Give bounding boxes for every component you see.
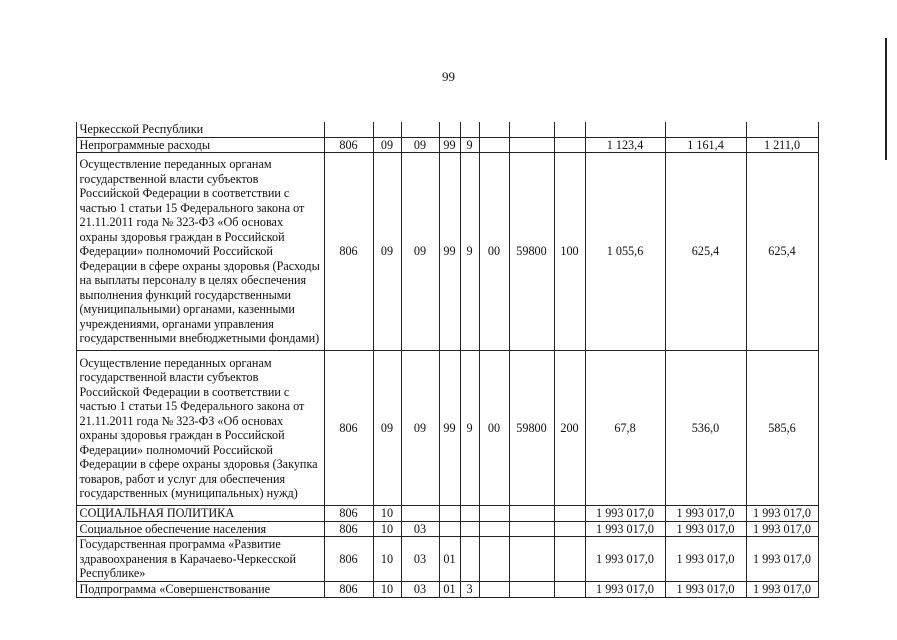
row-spacer — [44, 582, 76, 598]
cell-amount-2: 536,0 — [665, 351, 746, 506]
row-spacer — [44, 351, 76, 506]
cell-amount-3: 1 993 017,0 — [746, 537, 818, 582]
cell-amount-1: 1 993 017,0 — [585, 521, 665, 537]
cell-amount-2: 1 993 017,0 — [665, 506, 746, 522]
cell-subsection: 09 — [401, 137, 439, 153]
cell-direction — [509, 122, 554, 137]
cell-expense-type — [554, 521, 585, 537]
cell-subprogram: 9 — [460, 153, 479, 351]
table-row — [44, 122, 818, 137]
cell-expense-type — [554, 537, 585, 582]
cell-amount-3: 1 993 017,0 — [746, 521, 818, 537]
cell-amount-1: 67,8 — [585, 351, 665, 506]
cell-amount-2: 1 993 017,0 — [665, 537, 746, 582]
table-row — [44, 521, 818, 537]
cell-expense-type — [554, 122, 585, 137]
cell-amount-2: 1 161,4 — [665, 137, 746, 153]
cell-section: 10 — [373, 537, 401, 582]
cell-direction — [509, 506, 554, 522]
cell-subprogram — [460, 537, 479, 582]
cell-subsection — [401, 506, 439, 522]
cell-amount-1 — [585, 122, 665, 137]
table-row — [44, 153, 818, 351]
cell-direction: 59800 — [509, 351, 554, 506]
cell-measure — [479, 537, 509, 582]
cell-ministry: 806 — [324, 537, 373, 582]
cell-subsection: 09 — [401, 153, 439, 351]
row-name: Социальное обеспечение населения — [76, 521, 324, 537]
cell-section: 09 — [373, 153, 401, 351]
row-name: Осуществление переданных органам государственной власти субъектов Российской Федерации в соответствии с частью 1 статьи 15 Федерального закона от 21.11.2011 года № 323-ФЗ «Об основах охраны здоровья граждан в Российской Федерации» полномочий Российской Федерации в сфере охраны здоровья (Расходы на выплаты персоналу в целях обеспечения выполнения функций государственными (муниципальными) органами, казенными учреждениями, органами управления государственными внебюджетными фондами) — [76, 153, 324, 351]
cell-amount-3: 1 211,0 — [746, 137, 818, 153]
cell-amount-2: 1 993 017,0 — [665, 521, 746, 537]
cell-amount-1: 1 123,4 — [585, 137, 665, 153]
cell-section: 09 — [373, 137, 401, 153]
cell-ministry: 806 — [324, 153, 373, 351]
row-name: Непрограммные расходы — [76, 137, 324, 153]
table-row — [44, 582, 818, 598]
scan-edge-mark — [885, 38, 887, 160]
row-name: Подпрограмма «Совершенствование — [76, 582, 324, 598]
cell-program — [439, 506, 460, 522]
budget-table — [44, 122, 819, 598]
row-spacer — [44, 521, 76, 537]
cell-section — [373, 122, 401, 137]
table-row — [44, 351, 818, 506]
cell-measure — [479, 122, 509, 137]
row-spacer — [44, 506, 76, 522]
row-name: Государственная программа «Развитие здравоохранения в Карачаево-Черкесской Республике» — [76, 537, 324, 582]
row-spacer — [44, 153, 76, 351]
cell-program — [439, 521, 460, 537]
cell-subprogram: 9 — [460, 137, 479, 153]
cell-ministry: 806 — [324, 521, 373, 537]
cell-measure — [479, 521, 509, 537]
cell-amount-1: 1 993 017,0 — [585, 537, 665, 582]
cell-direction — [509, 137, 554, 153]
row-name: Черкесской Республики — [76, 122, 324, 137]
cell-program: 99 — [439, 351, 460, 506]
cell-subprogram — [460, 122, 479, 137]
cell-expense-type — [554, 137, 585, 153]
cell-amount-3: 625,4 — [746, 153, 818, 351]
cell-amount-2: 625,4 — [665, 153, 746, 351]
page-number: 99 — [442, 69, 455, 84]
cell-expense-type — [554, 582, 585, 598]
cell-expense-type — [554, 506, 585, 522]
cell-subsection: 03 — [401, 521, 439, 537]
cell-amount-1: 1 055,6 — [585, 153, 665, 351]
cell-measure — [479, 137, 509, 153]
cell-amount-3: 1 993 017,0 — [746, 506, 818, 522]
cell-program: 99 — [439, 137, 460, 153]
table-row — [44, 506, 818, 522]
cell-amount-3: 1 993 017,0 — [746, 582, 818, 598]
cell-direction — [509, 521, 554, 537]
row-spacer — [44, 122, 76, 137]
row-spacer — [44, 137, 76, 153]
cell-amount-1: 1 993 017,0 — [585, 506, 665, 522]
cell-measure — [479, 582, 509, 598]
table-row — [44, 137, 818, 153]
cell-amount-3: 585,6 — [746, 351, 818, 506]
cell-amount-2: 1 993 017,0 — [665, 582, 746, 598]
cell-direction — [509, 582, 554, 598]
cell-amount-1: 1 993 017,0 — [585, 582, 665, 598]
cell-ministry — [324, 122, 373, 137]
cell-expense-type: 200 — [554, 351, 585, 506]
cell-ministry: 806 — [324, 582, 373, 598]
cell-subsection: 03 — [401, 582, 439, 598]
cell-measure — [479, 506, 509, 522]
cell-measure: 00 — [479, 351, 509, 506]
cell-subsection: 03 — [401, 537, 439, 582]
cell-subsection: 09 — [401, 351, 439, 506]
cell-section: 10 — [373, 521, 401, 537]
cell-amount-2 — [665, 122, 746, 137]
cell-section: 10 — [373, 506, 401, 522]
cell-program: 99 — [439, 153, 460, 351]
cell-program: 01 — [439, 582, 460, 598]
cell-program — [439, 122, 460, 137]
cell-program: 01 — [439, 537, 460, 582]
row-name: Осуществление переданных органам государственной власти субъектов Российской Федерации в соответствии с частью 1 статьи 15 Федерального закона от 21.11.2011 года № 323-ФЗ «Об основах охраны здоровья граждан в Российской Федерации» полномочий Российской Федерации в сфере охраны здоровья (Закупка товаров, работ и услуг для обеспечения государственных (муниципальных) нужд) — [76, 351, 324, 506]
cell-subprogram — [460, 521, 479, 537]
cell-direction: 59800 — [509, 153, 554, 351]
cell-expense-type: 100 — [554, 153, 585, 351]
cell-subprogram: 3 — [460, 582, 479, 598]
row-name: СОЦИАЛЬНАЯ ПОЛИТИКА — [76, 506, 324, 522]
cell-subprogram: 9 — [460, 351, 479, 506]
row-spacer — [44, 537, 76, 582]
cell-section: 09 — [373, 351, 401, 506]
cell-subsection — [401, 122, 439, 137]
table-row — [44, 537, 818, 582]
cell-ministry: 806 — [324, 506, 373, 522]
cell-amount-3 — [746, 122, 818, 137]
cell-measure: 00 — [479, 153, 509, 351]
cell-ministry: 806 — [324, 351, 373, 506]
cell-ministry: 806 — [324, 137, 373, 153]
cell-subprogram — [460, 506, 479, 522]
cell-section: 10 — [373, 582, 401, 598]
cell-direction — [509, 537, 554, 582]
